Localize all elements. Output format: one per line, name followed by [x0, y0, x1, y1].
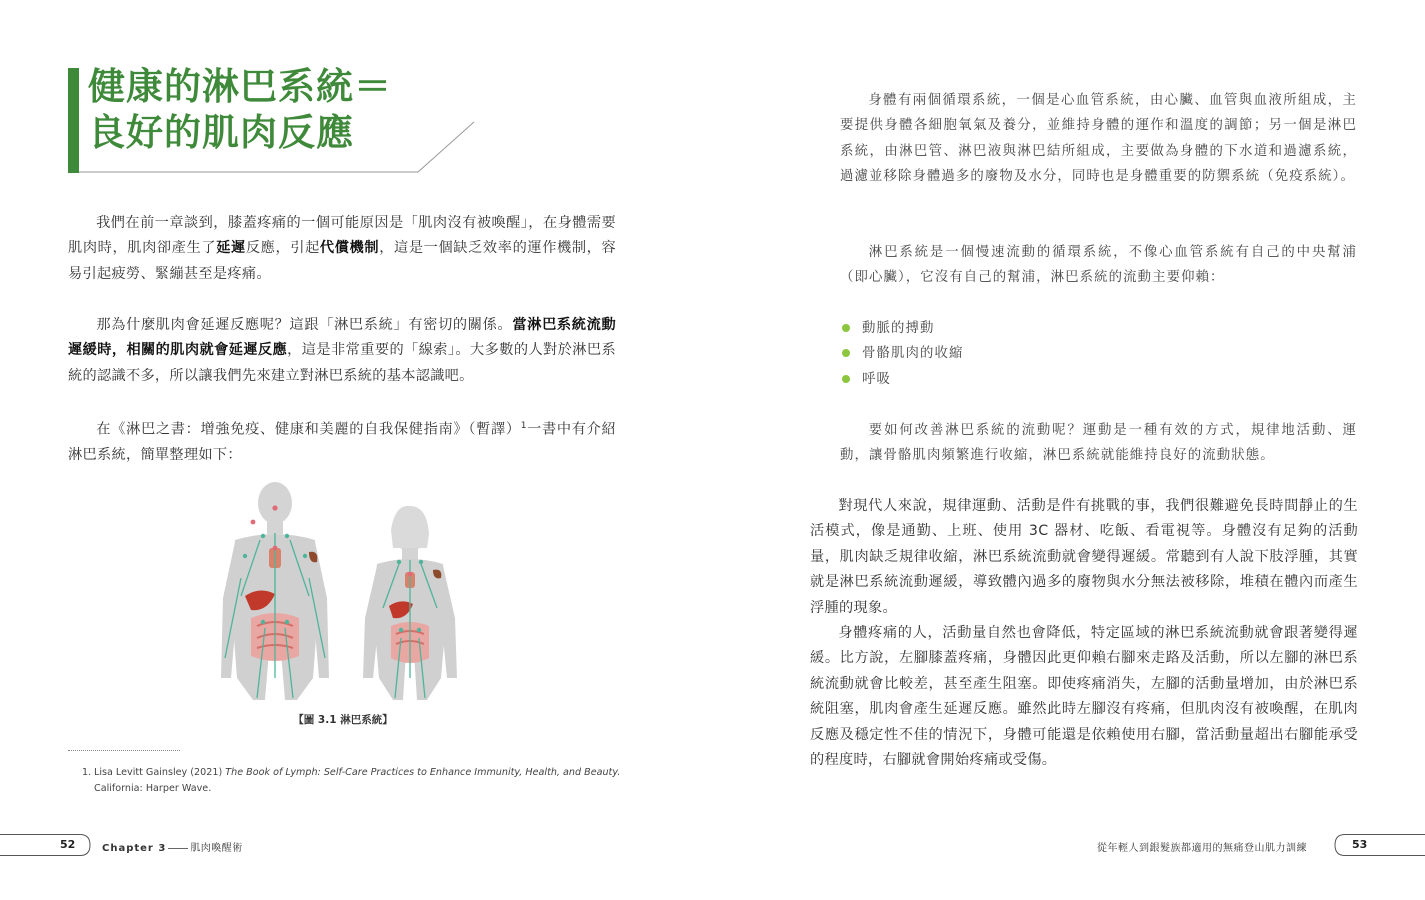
paragraph-2	[68, 313, 616, 389]
right-p3-text: 要如何改善淋巴系統的流動呢？運動是一種有效的方式，規律地活動、運動，讓骨骼肌肉頻繁進行收縮，淋巴系統就能維持良好的流動狀態。	[840, 423, 1357, 464]
p3-seg-3: 一書中有介紹淋巴系統，簡單整理如下：	[68, 421, 616, 464]
figure-caption: 【圖 3.1 淋巴系統】	[293, 714, 393, 726]
right-p4-text: 對現代人來說，規律運動、活動是件有挑戰的事，我們很難避免長時間靜止的生活模式，像是通勤、上班、使用 3C 器材、吃飯、看電視等。身體沒有足夠的活動量，肌肉缺乏規律收縮，淋巴系統流動就會變得遲緩。常聽到有人說下肢浮腫，其實就是淋巴系統流動遲緩，導致體內過多的廢物與水分無法被移除，堆積在體內而產生浮腫的現象。	[810, 498, 1358, 616]
list-item-label: 骨骼肌肉的收縮	[862, 346, 964, 362]
section-title-line-2: 良好的肌肉反應	[88, 111, 354, 154]
running-header-left	[102, 839, 243, 854]
bullet-icon	[842, 349, 850, 357]
right-paragraph-1	[840, 88, 1357, 190]
footnote-divider	[68, 750, 180, 751]
running-header-right: 從年輕人到銀髮族都適用的無痛登山肌力訓練	[1097, 843, 1307, 854]
list-item	[842, 367, 963, 392]
footnote-publisher: California: Harper Wave.	[94, 783, 212, 794]
list-item	[842, 316, 963, 341]
p1-seg-bold-compensation: 代償機制	[319, 240, 380, 257]
lymphatic-system-illustration-female	[363, 506, 457, 700]
p3-seg-1: 在《淋巴之書：增強免疫、健康和美麗的自我保健指南》（暫譯）	[96, 421, 521, 438]
right-paragraph-5	[810, 621, 1358, 773]
p2-seg-3: ，這是非常重要的「線索」。大多數的人對於淋巴系統的認識不多，所以讓我們先來建立對淋巴系統的基本認識吧。	[68, 342, 616, 384]
right-p1-text: 身體有兩個循環系統，一個是心血管系統，由心臟、血管與血液所組成，主要提供身體各細胞氧氣及養分，並維持身體的運作和溫度的調節；另一個是淋巴系統，由淋巴管、淋巴液與淋巴結所組成，主要做為身體的下水道和過濾系統，過濾並移除身體過多的廢物及水分，同時也是身體重要的防禦系統（免疫系統）。	[840, 93, 1357, 185]
footnote-ref: 1	[520, 421, 527, 431]
bullet-icon	[842, 375, 850, 383]
page-number-left: 52	[60, 838, 76, 851]
p1-seg-5: ，這是一個缺乏效率的運作機制，容易引起疲勞、緊繃甚至是疼痛。	[68, 240, 616, 282]
title-underline-rule	[0, 0, 712, 200]
list-item-label: 動脈的搏動	[862, 321, 935, 336]
section-title-line-1: 健康的淋巴系統＝	[88, 65, 392, 108]
p1-seg-bold-delay: 延遲	[216, 240, 246, 257]
right-paragraph-2	[840, 240, 1357, 291]
p1-seg-1: 我們在前一章談到，膝蓋疼痛的一個可能原因是「肌肉沒有被喚醒」，在身體需要肌肉時，肌肉卻產生了	[68, 215, 616, 257]
bullet-icon	[842, 324, 850, 332]
right-page	[712, 0, 1425, 900]
footnote	[82, 765, 622, 797]
page-number-right: 53	[1352, 838, 1368, 851]
footnote-author: Lisa Levitt Gainsley (2021)	[94, 767, 226, 778]
paragraph-3	[68, 414, 616, 469]
right-p5-text: 身體疼痛的人，活動量自然也會降低，特定區域的淋巴系統流動就會跟著變得遲緩。比方說，左腳膝蓋疼痛，身體因此更仰賴右腳來走路及活動，所以左腳的淋巴系統流動就會比較差，甚至產生阻塞。即使疼痛消失，左腳的活動量增加，由於淋巴系統阻塞，肌肉會產生延遲反應。雖然此時左腳沒有疼痛，但肌肉沒有被喚醒，在肌肉反應及穩定性不佳的情況下，身體可能還是依賴使用右腳，當活動量超出右腳能承受的程度時，右腳就會開始疼痛或受傷。	[810, 625, 1358, 769]
list-item	[842, 341, 963, 366]
paragraph-1	[68, 211, 616, 287]
p1-seg-3: 反應，引起	[245, 240, 320, 257]
chapter-title: 肌肉喚醒術	[190, 843, 243, 854]
lymphatic-system-figure	[205, 478, 475, 710]
folio-tab-right	[1330, 834, 1425, 856]
chapter-label: Chapter 3	[102, 843, 167, 854]
footnote-book-title: The Book of Lymph: Self-Care Practices to Enhance Immunity, Health, and Beauty.	[225, 767, 621, 778]
right-p2-text: 淋巴系統是一個慢速流動的循環系統，不像心血管系統有自己的中央幫浦（即心臟），它沒有自己的幫浦，淋巴系統的流動主要仰賴：	[840, 245, 1357, 286]
right-paragraph-3	[840, 418, 1357, 469]
p2-seg-1: 那為什麼肌肉會延遲反應呢？這跟「淋巴系統」有密切的關係。	[96, 317, 513, 333]
footnote-number: 1.	[82, 767, 92, 778]
left-page	[0, 0, 712, 900]
right-paragraph-4	[810, 494, 1358, 621]
folio-tab-left	[0, 834, 95, 856]
lymphatic-system-illustration-male	[221, 482, 329, 700]
lymph-flow-factors-list	[842, 316, 963, 392]
list-item-label: 呼吸	[862, 371, 891, 387]
p2-seg-bold: 當淋巴系統流動遲緩時，相關的肌肉就會延遲反應	[68, 317, 616, 359]
